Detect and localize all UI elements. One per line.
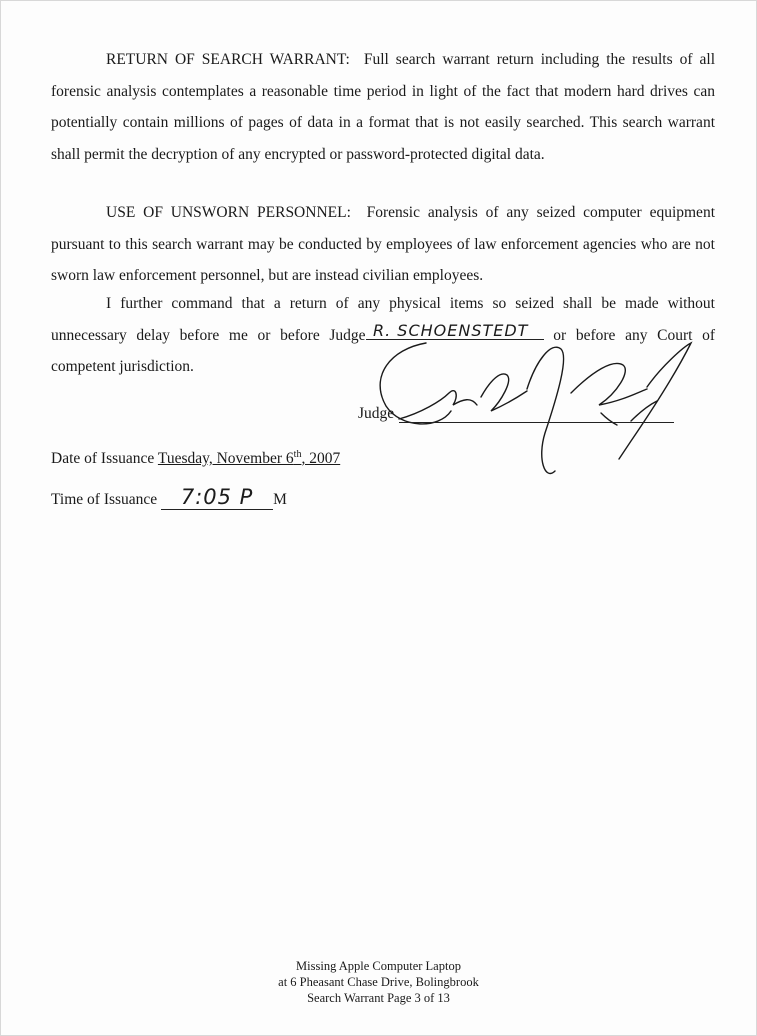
date-weekday-month: Tuesday, November 6 xyxy=(157,450,294,468)
footer-line-3: Search Warrant Page 3 of 13 xyxy=(307,991,450,1005)
time-blank xyxy=(161,485,273,510)
command-text-1: I further command that a return of any physical items so seized shall be made without unnecessary delay before me or before Judge xyxy=(51,295,715,344)
return-heading: RETURN OF SEARCH WARRANT: xyxy=(106,51,350,68)
personnel-heading: USE OF UNSWORN PERSONNEL: xyxy=(106,204,351,221)
footer-line-1: Missing Apple Computer Laptop xyxy=(296,959,461,973)
return-of-warrant-paragraph xyxy=(51,44,715,170)
date-value xyxy=(158,450,340,467)
date-year: , 2007 xyxy=(301,450,341,468)
footer-line-2: at 6 Pheasant Chase Drive, Bolingbrook xyxy=(278,975,479,989)
return-text: Full search warrant return including the results of all forensic analysis contemplates a reasonable time period in light of the fact that modern hard drives can potentially contain millions of pages of data in a format that is not easily searched. This search warrant shall permit the decryption of any encrypted or password-protected digital data. xyxy=(51,51,716,163)
time-handwritten: 7:05 P xyxy=(180,485,254,509)
judge-name-handwritten: R. SCHOENSTEDT xyxy=(373,321,529,340)
personnel-text: Forensic analysis of any seized computer equipment pursuant to this search warrant may be conducted by employees of law enforcement agencies who are not sworn law enforcement personnel, but are instead civilian employees. xyxy=(51,204,715,284)
judge-label: Judge xyxy=(358,405,395,422)
command-text-2: or before any Court of competent jurisdiction. xyxy=(51,326,716,375)
time-suffix: M xyxy=(273,491,287,508)
time-label: Time of Issuance xyxy=(51,491,158,508)
page-footer xyxy=(1,958,756,1006)
time-of-issuance xyxy=(51,485,287,510)
date-suffix: th xyxy=(293,449,302,460)
judge-signature-line xyxy=(358,405,394,423)
date-of-issuance xyxy=(51,449,340,468)
unsworn-personnel-paragraph xyxy=(51,197,715,292)
judge-signature-rule xyxy=(399,422,674,423)
date-label: Date of Issuance xyxy=(51,450,155,468)
